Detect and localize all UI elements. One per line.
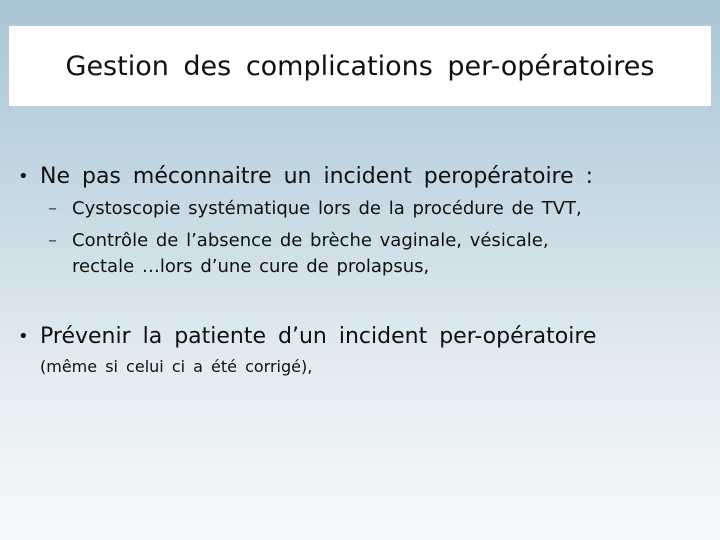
bullet-marker: • [18, 326, 29, 347]
sub-item [48, 196, 708, 222]
sub-item-line: rectale …lors d’une cure de prolapsus, [72, 256, 430, 277]
bullet-note: (même si celui ci a été corrigé), [40, 357, 313, 376]
dash-marker: – [48, 230, 57, 251]
sub-item [48, 228, 708, 280]
bullet-text: Prévenir la patiente d’un incident per-opératoire [40, 324, 597, 349]
sub-list [18, 196, 708, 280]
bullet-item [18, 322, 708, 352]
sub-item-text: Cystoscopie systématique lors de la procédure de TVT, [72, 198, 582, 219]
title-box [9, 26, 711, 106]
sub-item-line: Contrôle de l’absence de brèche vaginale, vésicale, [72, 230, 549, 251]
slide-title: Gestion des complications per-opératoires [65, 50, 655, 82]
slide-content [18, 162, 708, 380]
bullet-text: Ne pas méconnaitre un incident peropératoire : [40, 164, 594, 189]
bullet-marker: • [18, 166, 29, 187]
dash-marker: – [48, 198, 57, 219]
bullet-item [18, 162, 708, 192]
